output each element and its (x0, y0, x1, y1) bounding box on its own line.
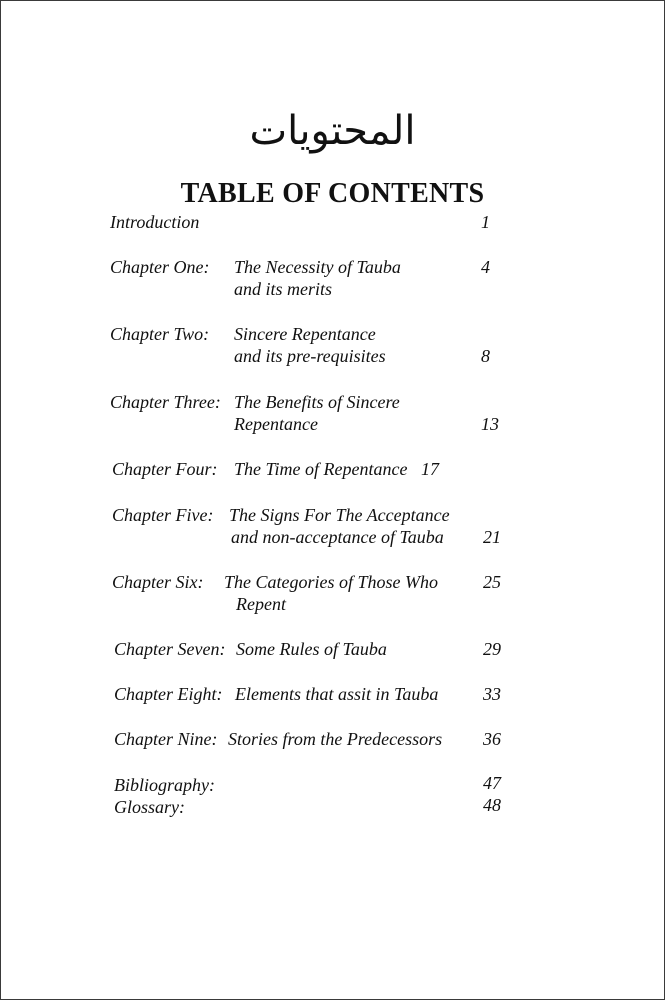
entry-title-line: The Benefits of Sincere (234, 392, 400, 412)
page-number: 21 (483, 527, 501, 547)
entry-title-line: The Signs For The Acceptance (229, 505, 450, 525)
entry-label: Chapter Six: (112, 572, 204, 592)
entry-label: Chapter One: (110, 257, 210, 277)
entry-label: Bibliography: (114, 775, 215, 795)
arabic-heading: المحتويات (249, 108, 416, 154)
entry-title-line: and its merits (234, 279, 333, 299)
page-number: 13 (481, 414, 499, 434)
entry-title-line: Sincere Repentance (234, 324, 376, 344)
entry-title-line: and non-acceptance of Tauba (231, 527, 444, 547)
page-title: TABLE OF CONTENTS (180, 178, 485, 209)
entry-label: Chapter Five: (112, 505, 214, 525)
entry-title-line: The Categories of Those Who (224, 572, 438, 592)
page-number: 48 (483, 795, 501, 815)
page-number: 4 (481, 257, 490, 277)
entry-title-line: and its pre-requisites (234, 346, 386, 366)
page-number: 8 (481, 346, 490, 366)
entry-title-line: The Necessity of Tauba (234, 257, 401, 277)
page-number: 29 (483, 639, 501, 659)
entry-title-line: Repent (236, 594, 286, 614)
entry-title-line: Elements that assit in Tauba (235, 684, 439, 704)
entry-title-line: Stories from the Predecessors (228, 729, 443, 749)
entry-label: Chapter Two: (110, 324, 210, 344)
entry-title-line: Some Rules of Tauba (236, 639, 387, 659)
entry-label: Chapter Seven: (114, 639, 226, 659)
entry-label: Chapter Three: (110, 392, 221, 412)
entry-label: Glossary: (114, 797, 185, 817)
page-number: 33 (483, 684, 501, 704)
page-number: 1 (481, 212, 490, 232)
page-number: 17 (421, 459, 439, 479)
entry-title-line: The Time of Repentance (234, 459, 408, 479)
entry-title-line: Repentance (234, 414, 318, 434)
page-number: 25 (483, 572, 501, 592)
page-number: 36 (483, 729, 501, 749)
entry-label: Chapter Eight: (114, 684, 223, 704)
entry-label: Chapter Nine: (114, 729, 218, 749)
entry-label: Introduction (110, 212, 200, 232)
entry-label: Chapter Four: (112, 459, 218, 479)
page-number: 47 (483, 773, 501, 793)
